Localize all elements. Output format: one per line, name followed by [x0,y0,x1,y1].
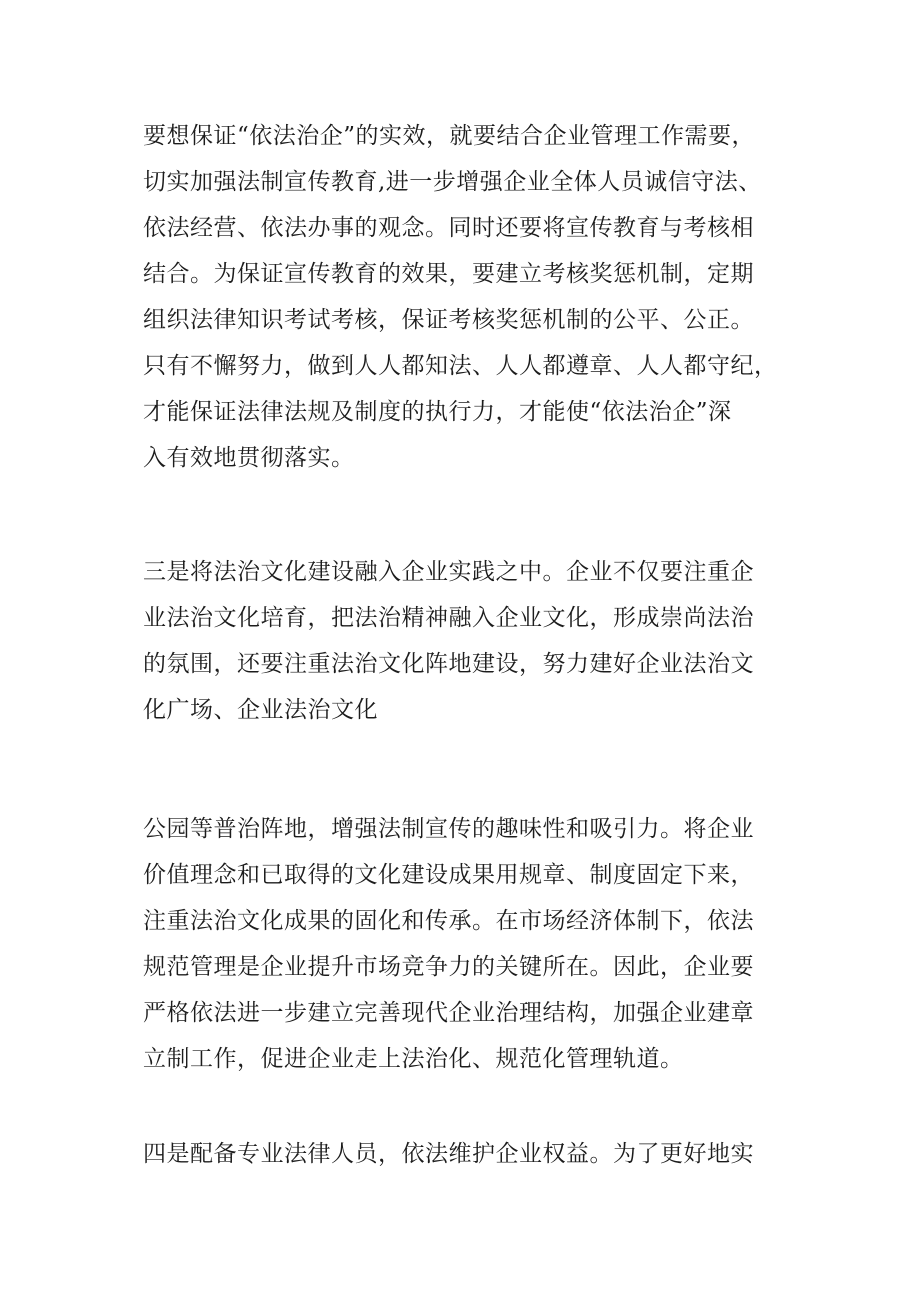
paragraph-legal-culture [143,549,843,733]
text-line: 严格依法进一步建立完善现代企业治理结构，加强企业建章 [143,1000,754,1026]
paragraph-culture-continued [143,806,843,1082]
paragraph-legal-education [143,113,843,481]
text-line: 公园等普治阵地，增强法制宣传的趣味性和吸引力。将企业 [143,816,754,842]
text-line: 入有效地贯彻落实。 [143,445,355,471]
text-line: 依法经营、依法办事的观念。同时还要将宣传教育与考核相 [143,215,754,241]
paragraph-legal-staff [143,1131,843,1177]
text-line: 规范管理是企业提升市场竞争力的关键所在。因此，企业要 [143,954,754,980]
text-line: 立制工作，促进企业走上法治化、规范化管理轨道。 [143,1046,684,1072]
text-line: 注重法治文化成果的固化和传承。在市场经济体制下，依法 [143,908,754,934]
text-line: 只有不懈努力，做到人人都知法、人人都遵章、人人都守纪， [143,353,778,379]
text-line: 三是将法治文化建设融入企业实践之中。企业不仅要注重企 [143,559,754,585]
text-line: 要想保证“依法治企”的实效，就要结合企业管理工作需要， [143,123,756,149]
text-line: 结合。为保证宣传教育的效果，要建立考核奖惩机制，定期 [143,261,754,287]
text-line: 的氛围，还要注重法治文化阵地建设，努力建好企业法治文 [143,651,754,677]
text-line: 组织法律知识考试考核，保证考核奖惩机制的公平、公正。 [143,307,754,333]
text-line: 业法治文化培育，把法治精神融入企业文化，形成崇尚法治 [143,605,754,631]
text-line: 价值理念和已取得的文化建设成果用规章、制度固定下来， [143,862,754,888]
text-line: 化广场、企业法治文化 [143,697,378,723]
text-line: 四是配备专业法律人员，依法维护企业权益。为了更好地实 [143,1141,754,1167]
text-line: 切实加强法制宣传教育,进一步增强企业全体人员诚信守法、 [143,169,762,195]
text-line: 才能保证法律法规及制度的执行力，才能使“依法治企”深 [143,399,732,425]
